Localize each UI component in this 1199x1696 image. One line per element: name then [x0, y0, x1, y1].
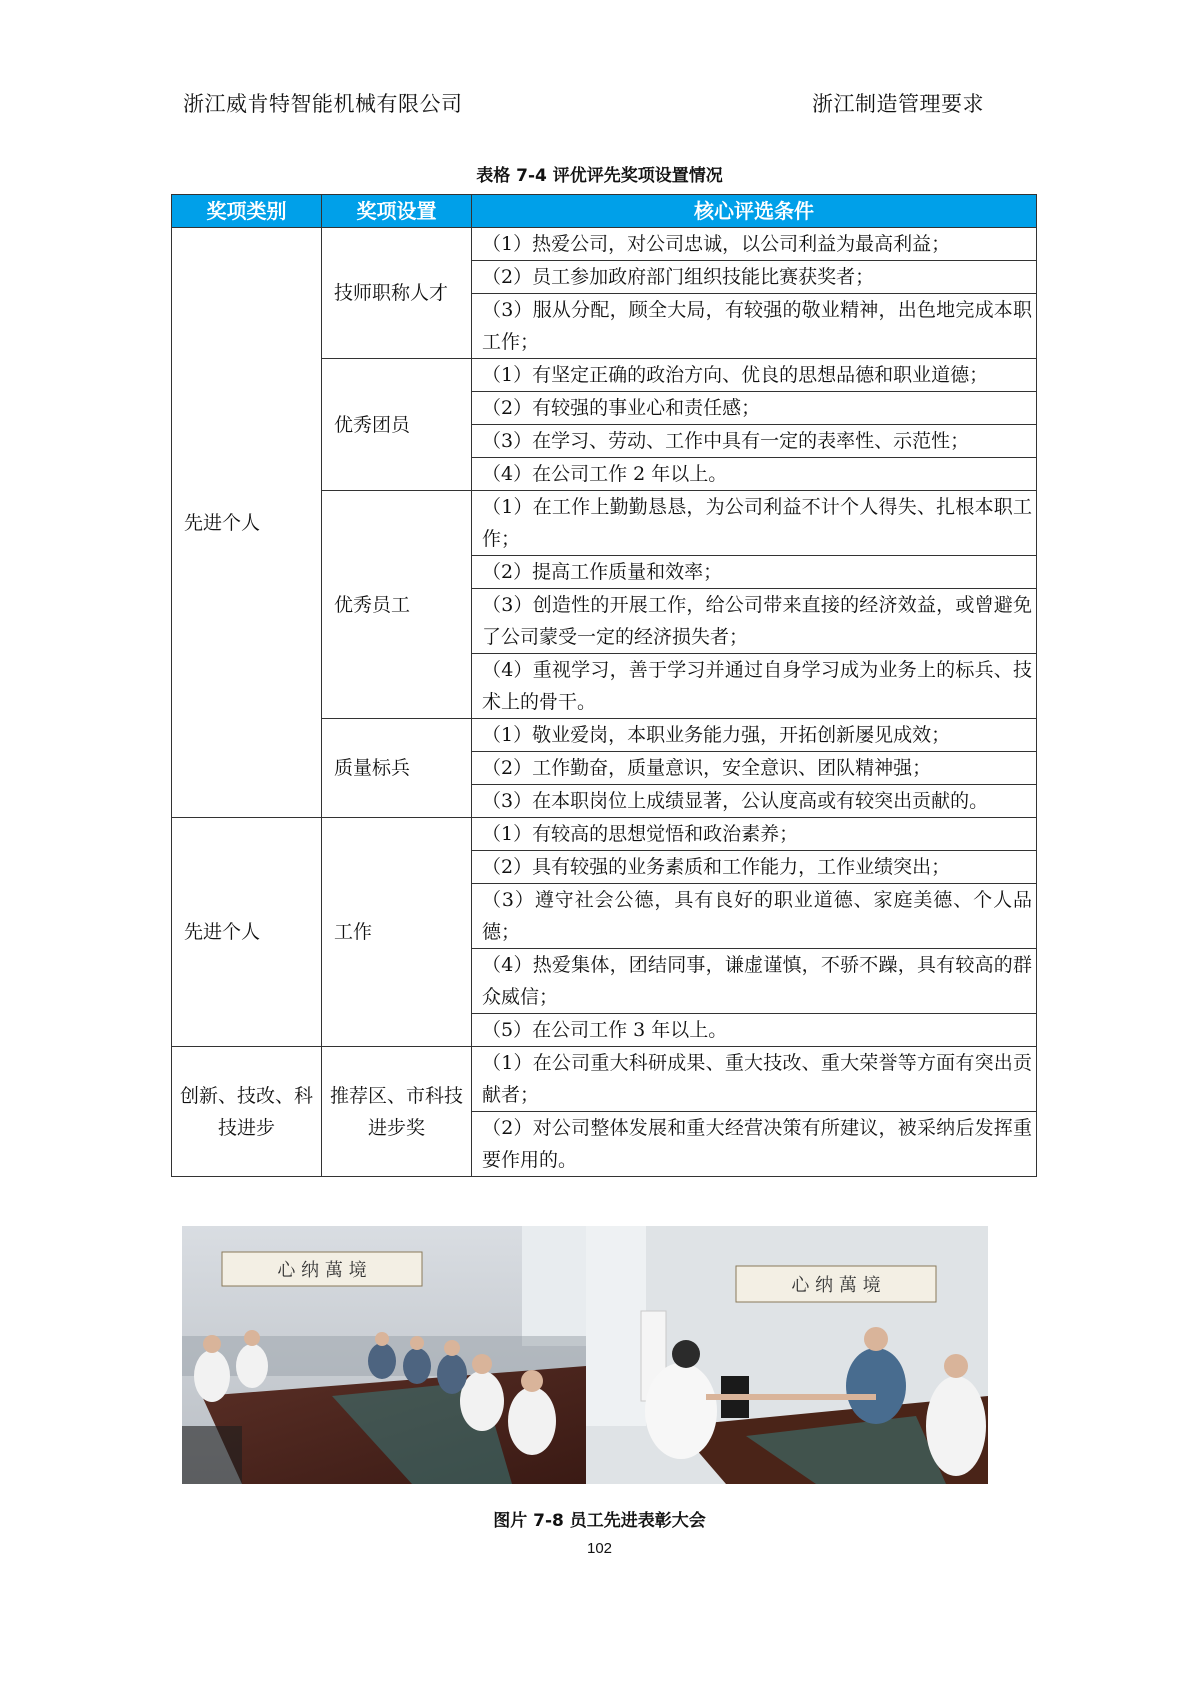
award-category: 创新、技改、科技进步	[172, 1047, 322, 1177]
criterion: （1）在工作上勤勤恳恳，为公司利益不计个人得失、扎根本职工作；	[472, 491, 1037, 556]
table-row	[172, 818, 1037, 851]
criterion: （2）提高工作质量和效率；	[472, 556, 1037, 589]
criterion: （4）热爱集体，团结同事，谦虚谨慎，不骄不躁，具有较高的群众威信；	[472, 949, 1037, 1014]
criterion: （3）创造性的开展工作，给公司带来直接的经济效益，或曾避免了公司蒙受一定的经济损失者；	[472, 589, 1037, 654]
award-category: 先进个人	[172, 228, 322, 818]
calligraphy-banner: 心 纳 萬 境	[791, 1275, 881, 1296]
criterion: （5）在公司工作 3 年以上。	[472, 1014, 1037, 1047]
column-header-category: 奖项类别	[172, 195, 322, 228]
criterion: （2）员工参加政府部门组织技能比赛获奖者；	[472, 261, 1037, 294]
criterion: （1）在公司重大科研成果、重大技改、重大荣誉等方面有突出贡献者；	[472, 1047, 1037, 1112]
criterion: （1）敬业爱岗，本职业务能力强，开拓创新屡见成效；	[472, 719, 1037, 752]
meeting-photo-right	[586, 1226, 988, 1484]
table-caption: 表格 7-4 评优评先奖项设置情况	[476, 166, 723, 186]
criterion: （2）对公司整体发展和重大经营决策有所建议，被采纳后发挥重要作用的。	[472, 1112, 1037, 1177]
meeting-photo-left	[182, 1226, 586, 1484]
criterion: （1）有较高的思想觉悟和政治素养；	[472, 818, 1037, 851]
table-row	[172, 228, 1037, 261]
award-setting: 技师职称人才	[322, 228, 472, 359]
award-setting: 推荐区、市科技进步奖	[322, 1047, 472, 1177]
column-header-setting: 奖项设置	[322, 195, 472, 228]
award-setting: 优秀员工	[322, 491, 472, 719]
criterion: （3）在学习、劳动、工作中具有一定的表率性、示范性；	[472, 425, 1037, 458]
criterion: （4）在公司工作 2 年以上。	[472, 458, 1037, 491]
document-standard: 浙江制造管理要求	[812, 92, 984, 116]
criterion: （2）有较强的事业心和责任感；	[472, 392, 1037, 425]
criterion: （3）遵守社会公德，具有良好的职业道德、家庭美德、个人品德；	[472, 884, 1037, 949]
award-table	[171, 194, 1037, 1177]
table-row	[172, 1047, 1037, 1112]
criterion: （2）工作勤奋，质量意识，安全意识、团队精神强；	[472, 752, 1037, 785]
calligraphy-banner: 心 纳 萬 境	[277, 1260, 367, 1281]
figure-caption: 图片 7-8 员工先进表彰大会	[493, 1511, 706, 1531]
column-header-criteria: 核心评选条件	[472, 195, 1037, 228]
award-setting: 优秀团员	[322, 359, 472, 491]
company-name: 浙江威肯特智能机械有限公司	[183, 92, 463, 116]
criterion: （4）重视学习，善于学习并通过自身学习成为业务上的标兵、技术上的骨干。	[472, 654, 1037, 719]
award-setting: 工作	[322, 818, 472, 1047]
criterion: （2）具有较强的业务素质和工作能力，工作业绩突出；	[472, 851, 1037, 884]
criterion: （3）服从分配，顾全大局，有较强的敬业精神，出色地完成本职工作；	[472, 294, 1037, 359]
award-setting: 质量标兵	[322, 719, 472, 818]
criterion: （1）热爱公司，对公司忠诚，以公司利益为最高利益；	[472, 228, 1037, 261]
criterion: （3）在本职岗位上成绩显著，公认度高或有较突出贡献的。	[472, 785, 1037, 818]
page-number: 102	[586, 1540, 613, 1557]
table-header-row	[172, 195, 1037, 228]
award-category: 先进个人	[172, 818, 322, 1047]
criterion: （1）有坚定正确的政治方向、优良的思想品德和职业道德；	[472, 359, 1037, 392]
photo-collage	[182, 1226, 988, 1484]
